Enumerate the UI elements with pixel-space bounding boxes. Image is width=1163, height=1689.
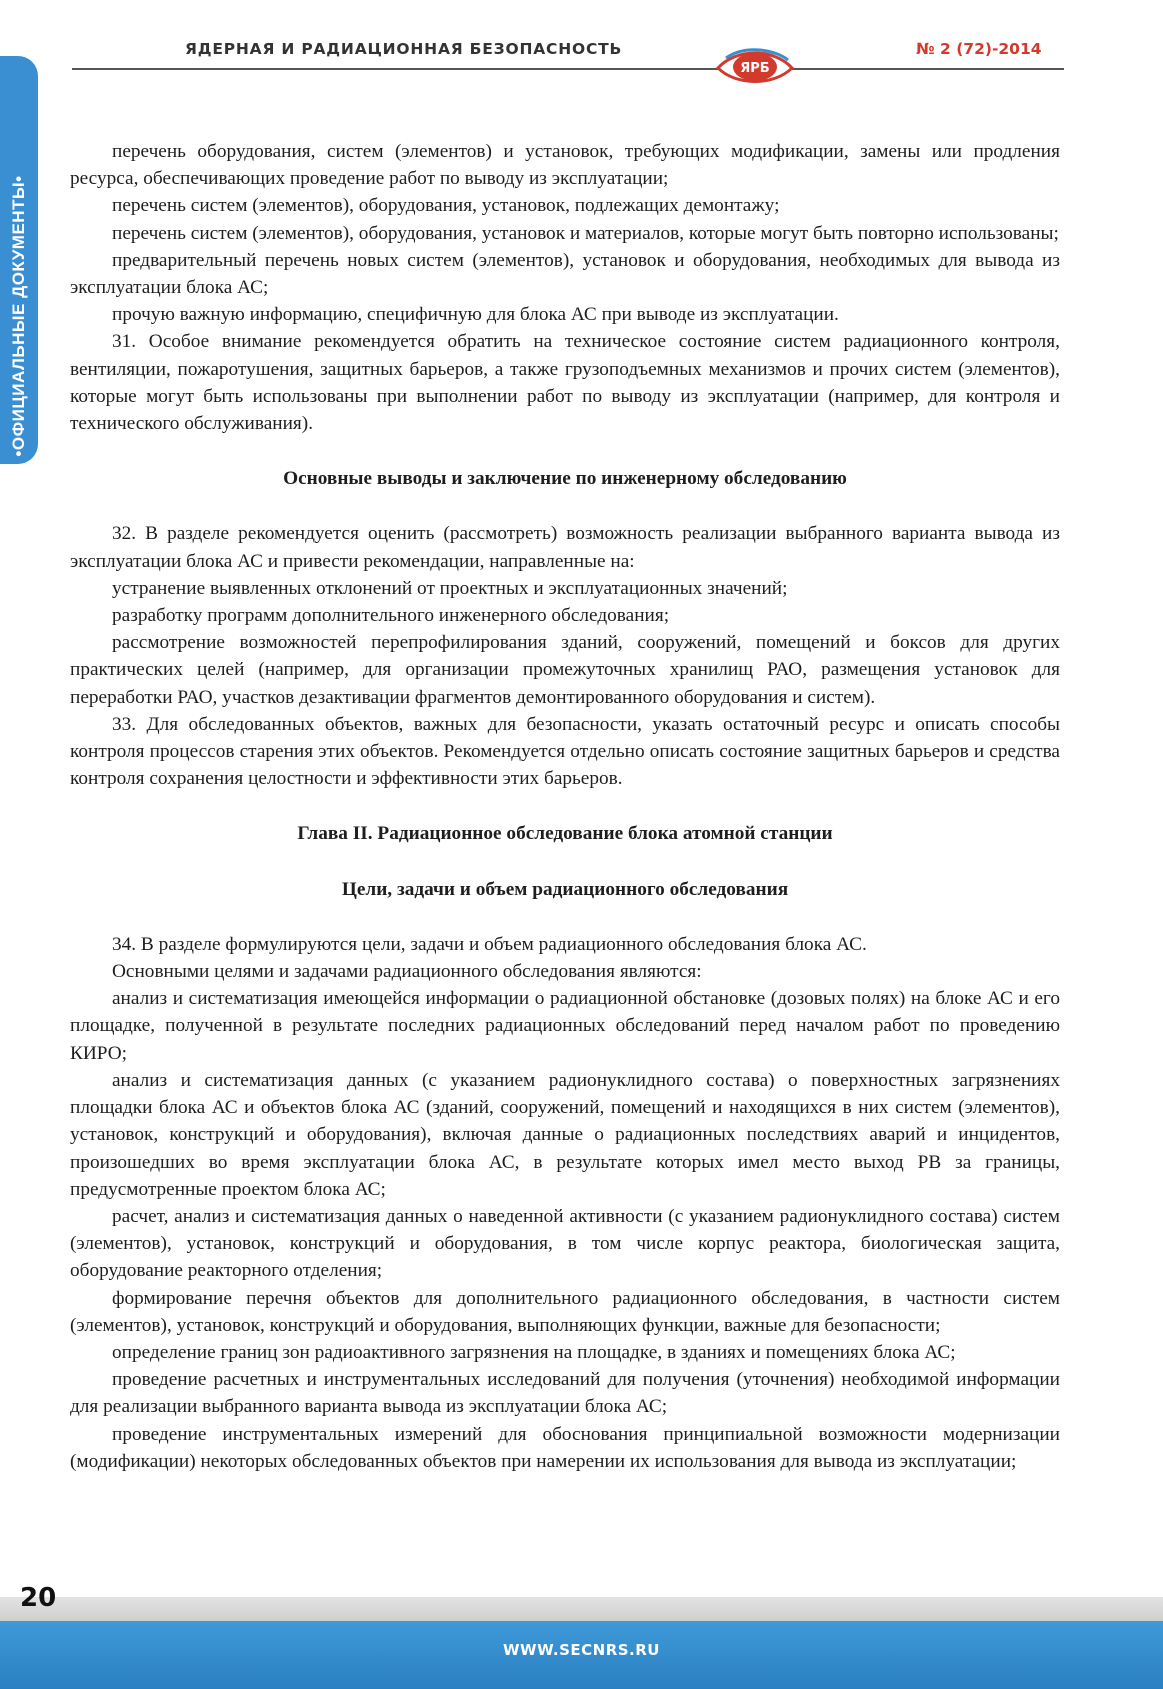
paragraph: 33. Для обследованных объектов, важных для безопасности, указать остаточный ресурс и описать способы контроля процессов старения этих объектов. Рекомендуется отдельно описать состояние защитных барьеров и средства контроля сохранения целостности и эффективности этих барьеров. <box>70 713 1060 790</box>
paragraph: прочую важную информацию, специфичную для блока АС при выводе из эксплуатации. <box>112 304 839 326</box>
paragraph: проведение инструментальных измерений для обоснования принципиальной возможности модернизации (модификации) некоторых обследованных объектов при намерении их использования для вывода из эксплуатации; <box>70 1423 1060 1472</box>
footer-band <box>0 1597 1163 1621</box>
issue-number: № 2 (72)-2014 <box>916 40 1042 58</box>
header-divider <box>72 68 1064 70</box>
paragraph: 31. Особое внимание рекомендуется обратить на техническое состояние систем радиационного контроля, вентиляции, пожаротушения, защитных барьеров, а также грузоподъемных механизмов и прочих систем (элементов), которые могут быть использованы при выполнении работ по выводу из эксплуатации (например, для контроля и технического обслуживания). <box>70 331 1060 435</box>
paragraph: анализ и систематизация данных (с указанием радионуклидного состава) о поверхностных загрязнениях площадки блока АС и объектов блока АС (зданий, сооружений, помещений и находящихся в них систем (элементов), установок, конструкций и оборудования), включая данные о радиационных последствиях аварий и инцидентов, произошедших во время эксплуатации блока АС, в результате которых имел место выход РВ за границы, предусмотренные проектом блока АС; <box>70 1069 1060 1200</box>
side-section-tab <box>0 56 38 464</box>
paragraph: анализ и систематизация имеющейся информации о радиационной обстановке (дозовых полях) на блоке АС и его площадке, полученной в результате последних радиационных обследований перед началом работ по проведению КИРО; <box>70 988 1060 1064</box>
paragraph: устранение выявленных отклонений от проектных и эксплуатационных значений; <box>112 577 788 599</box>
journal-title: ЯДЕРНАЯ И РАДИАЦИОННАЯ БЕЗОПАСНОСТЬ <box>185 40 623 58</box>
paragraph: перечень систем (элементов), оборудования, установок и материалов, которые могут быть повторно использованы; <box>112 222 1059 244</box>
paragraph: Основными целями и задачами радиационного обследования являются: <box>112 961 702 983</box>
site-url-link[interactable]: WWW.SECNRS.RU <box>502 1641 660 1659</box>
page-number: 20 <box>20 1583 57 1613</box>
side-section-label: •ОФИЦИАЛЬНЫЕ ДОКУМЕНТЫ• <box>9 175 28 457</box>
paragraph: расчет, анализ и систематизация данных о наведенной активности (с указанием радионуклидного состава) систем (элементов), установок, конструкций и оборудования, в том числе корпус реактора, биологическая защита, оборудование реакторного отделения; <box>70 1205 1060 1282</box>
paragraph: 34. В разделе формулируются цели, задачи и объем радиационного обследования блока АС. <box>112 933 867 955</box>
paragraph: определение границ зон радиоактивного загрязнения на площадке, в зданиях и помещениях блока АС; <box>112 1341 956 1363</box>
chapter-heading: Глава II. Радиационное обследование блока атомной станции <box>297 823 833 845</box>
section-heading: Цели, задачи и объем радиационного обследования <box>341 878 789 900</box>
logo-text: ЯРБ <box>740 61 770 76</box>
journal-logo <box>716 46 794 88</box>
section-heading: Основные выводы и заключение по инженерному обследованию <box>283 468 847 490</box>
paragraph: рассмотрение возможностей перепрофилирования зданий, сооружений, помещений и боксов для других практических целей (например, для организации промежуточных хранилищ РАО, размещения установок для переработки РАО, участков дезактивации фрагментов демонтированного оборудования и систем). <box>70 632 1060 708</box>
paragraph: перечень оборудования, систем (элементов) и установок, требующих модификации, замены или продления ресурса, обеспечивающих проведение работ по выводу из эксплуатации; <box>70 141 1060 190</box>
paragraph: проведение расчетных и инструментальных исследований для получения (уточнения) необходимой информации для реализации выбранного варианта вывода из эксплуатации блока АС; <box>70 1369 1060 1418</box>
paragraph: 32. В разделе рекомендуется оценить (рассмотреть) возможность реализации выбранного варианта вывода из эксплуатации блока АС и привести рекомендации, направленные на: <box>70 523 1060 572</box>
paragraph: предварительный перечень новых систем (элементов), установок и оборудования, необходимых для вывода из эксплуатации блока АС; <box>70 249 1060 299</box>
paragraph: перечень систем (элементов), оборудования, установок, подлежащих демонтажу; <box>112 195 780 217</box>
paragraph: разработку программ дополнительного инженерного обследования; <box>112 605 670 627</box>
paragraph: формирование перечня объектов для дополнительного радиационного обследования, в частности систем (элементов), установок, конструкций и оборудования, выполняющих функции, важные для безопасности; <box>70 1287 1060 1336</box>
document-body <box>70 138 1060 1475</box>
